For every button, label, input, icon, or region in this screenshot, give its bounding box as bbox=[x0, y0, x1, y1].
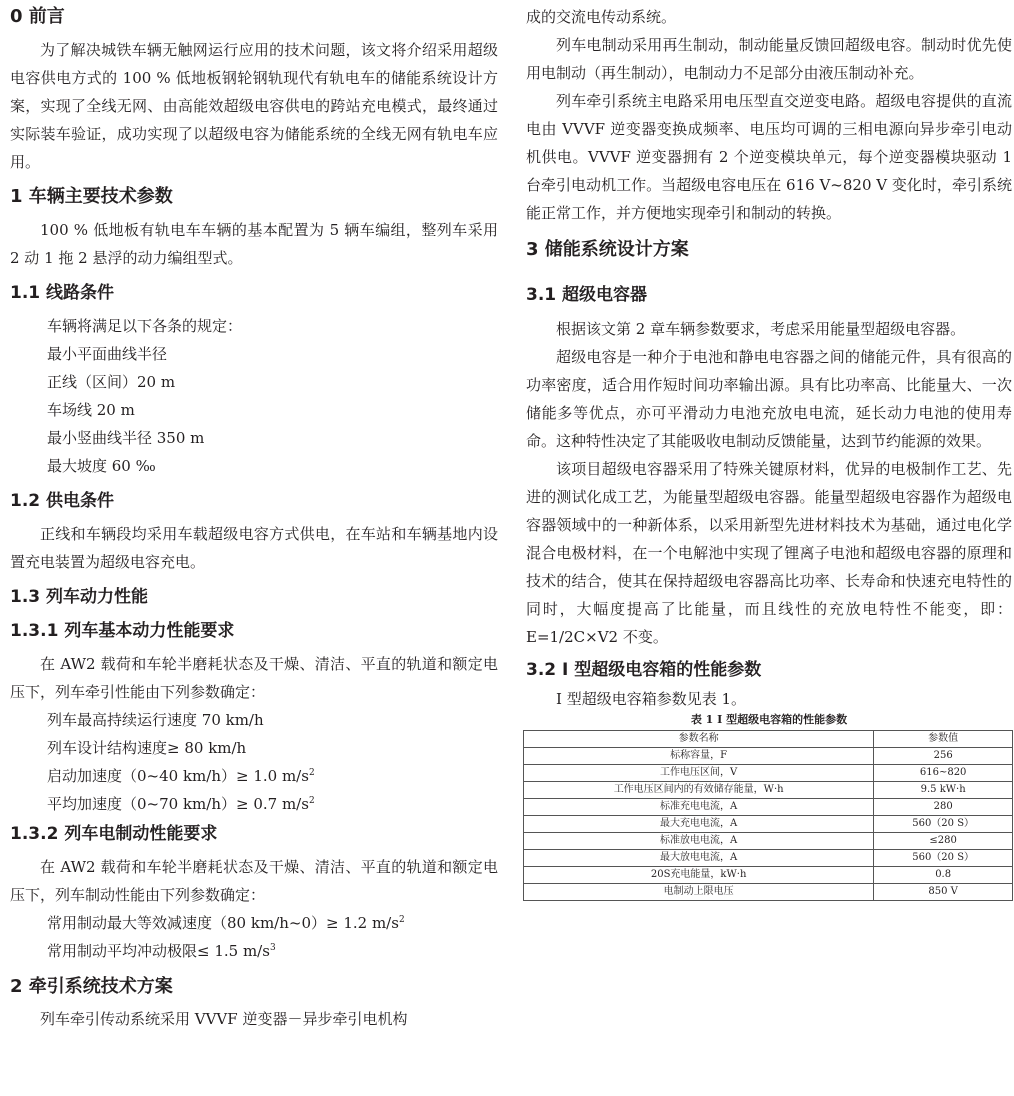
table-cell: 电制动上限电压 bbox=[524, 884, 874, 901]
section-3-2-paragraph: I 型超级电容箱参数见表 1。 bbox=[556, 690, 747, 708]
table-row bbox=[524, 816, 1013, 833]
table-cell: 560（20 S） bbox=[874, 816, 1013, 833]
section-1-heading: 1 车辆主要技术参数 bbox=[10, 186, 173, 207]
list-item: 车场线 20 m bbox=[47, 401, 135, 419]
table-cell: 工作电压区间内的有效储存能量，W·h bbox=[524, 782, 874, 799]
item-text: 平均加速度（0~70 km/h）≥ 0.7 m/s bbox=[47, 795, 309, 813]
table-cell: 最大充电电流，A bbox=[524, 816, 874, 833]
list-item bbox=[10, 762, 498, 790]
table-row bbox=[524, 782, 1013, 799]
table-row bbox=[524, 884, 1013, 901]
list-item: 正线（区间）20 m bbox=[47, 373, 176, 391]
section-3-1-heading: 3.1 超级电容器 bbox=[526, 285, 648, 305]
table-header-cell: 参数名称 bbox=[524, 731, 874, 748]
section-1-3-heading: 1.3 列车动力性能 bbox=[10, 587, 149, 607]
section-1-3-2-heading: 1.3.2 列车电制动性能要求 bbox=[10, 824, 218, 844]
section-3-1-paragraph-2: 超级电容是一种介于电池和静电电容器之间的储能元件，具有很高的功率密度，适合用作短时间功率输出源。具有比功率高、比能量大、一次储能多等优点，亦可平滑动力电池充放电电流，延长动力电池的使用寿命。这种特性决定了其能吸收电制动反馈能量，达到节约能源的效果。 bbox=[526, 348, 1012, 450]
table-header-row bbox=[524, 731, 1013, 748]
table-cell: ≤280 bbox=[874, 833, 1013, 850]
list-item: 最小竖曲线半径 350 m bbox=[47, 429, 205, 447]
superscript: 3 bbox=[269, 943, 276, 953]
section-1-3-1-paragraph: 在 AW2 载荷和车轮半磨耗状态及干燥、清洁、平直的轨道和额定电压下，列车牵引性能由下列参数确定： bbox=[10, 655, 498, 701]
table-header-cell: 参数值 bbox=[874, 731, 1013, 748]
line-conditions-list bbox=[10, 312, 498, 480]
section-1-3-1-heading: 1.3.1 列车基本动力性能要求 bbox=[10, 621, 235, 641]
table-cell: 工作电压区间，V bbox=[524, 765, 874, 782]
section-3-1-paragraph-1: 根据该文第 2 章车辆参数要求，考虑采用能量型超级电容器。 bbox=[556, 320, 966, 338]
table-cell: 最大放电电流，A bbox=[524, 850, 874, 867]
section-0-heading: 0 前言 bbox=[10, 6, 65, 27]
section-0-paragraph: 为了解决城铁车辆无触网运行应用的技术问题，该文将介绍采用超级电容供电方式的 100 % 低地板钢轮钢轨现代有轨电车的储能系统设计方案，实现了全线无网、由高能效超级电容供电的跨站充电模式，最终通过实际装车验证，成功实现了以超级电容为储能系统的全线无网有轨电车应用。 bbox=[10, 41, 498, 171]
table-row bbox=[524, 799, 1013, 816]
section-1-2-heading: 1.2 供电条件 bbox=[10, 491, 115, 511]
table-row bbox=[524, 867, 1013, 884]
section-2-heading: 2 牵引系统技术方案 bbox=[10, 976, 173, 997]
table-cell: 850 V bbox=[874, 884, 1013, 901]
section-1-3-2-paragraph: 在 AW2 载荷和车轮半磨耗状态及干燥、清洁、平直的轨道和额定电压下，列车制动性能由下列参数确定： bbox=[10, 858, 498, 904]
section-2-paragraph-3: 列车牵引系统主电路采用电压型直交逆变电路。超级电容提供的直流电由 VVVF 逆变器变换成频率、电压均可调的三相电源向异步牵引电动机供电。VVVF 逆变器拥有 2 个逆变模块单元，每个逆变器模块驱动 1 台牵引电动机工作。当超级电容电压在 616 V~820 V 变化时，牵引系统能正常工作，并方便地实现牵引和制动的转换。 bbox=[526, 92, 1012, 222]
list-item bbox=[10, 790, 498, 818]
section-3-2-heading: 3.2 I 型超级电容箱的性能参数 bbox=[526, 660, 762, 680]
table-cell: 616~820 bbox=[874, 765, 1013, 782]
item-text: 启动加速度（0~40 km/h）≥ 1.0 m/s bbox=[47, 767, 309, 785]
table-cell: 280 bbox=[874, 799, 1013, 816]
section-2-paragraph-end: 成的交流电传动系统。 bbox=[526, 8, 677, 26]
table-row bbox=[524, 765, 1013, 782]
table-row bbox=[524, 850, 1013, 867]
section-1-2-paragraph: 正线和车辆段均采用车载超级电容方式供电，在车站和车辆基地内设置充电装置为超级电容充电。 bbox=[10, 525, 498, 571]
list-item: 车辆将满足以下各条的规定： bbox=[47, 317, 243, 335]
table-cell: 标准充电电流，A bbox=[524, 799, 874, 816]
table-cell: 标准放电电流，A bbox=[524, 833, 874, 850]
section-3-1-paragraph-3: 该项目超级电容器采用了特殊关键原材料，优异的电极制作工艺、先进的测试化成工艺，为能量型超级电容器。能量型超级电容器作为超级电容器领域中的一种新体系，以采用新型先进材料技术为基础，通过电化学混合电极材料，在一个电解池中实现了锂离子电池和超级电容器的原理和技术的结合，使其在保持超级电容器高比功率、长寿命和快速充电特性的同时，大幅度提高了比能量，而且线性的充放电特性不能变，即：E=1/2C×V2 不变。 bbox=[526, 460, 1012, 646]
section-1-1-heading: 1.1 线路条件 bbox=[10, 283, 115, 303]
list-item bbox=[10, 909, 498, 937]
table-caption: 表 1 I 型超级电容箱的性能参数 bbox=[690, 713, 848, 726]
capacitor-params-table bbox=[523, 730, 1013, 901]
table-cell: 标称容量，F bbox=[524, 748, 874, 765]
table-cell: 256 bbox=[874, 748, 1013, 765]
table-row bbox=[524, 833, 1013, 850]
table-cell: 20S充电能量，kW·h bbox=[524, 867, 874, 884]
superscript: 2 bbox=[308, 796, 315, 806]
table-cell: 560（20 S） bbox=[874, 850, 1013, 867]
list-item: 最大坡度 60 ‰ bbox=[47, 457, 156, 475]
table-cell: 9.5 kW·h bbox=[874, 782, 1013, 799]
right-column bbox=[526, 0, 1012, 901]
list-item: 列车最高持续运行速度 70 km/h bbox=[47, 711, 264, 729]
list-item: 列车设计结构速度≥ 80 km/h bbox=[47, 739, 247, 757]
table-row bbox=[524, 748, 1013, 765]
section-1-paragraph: 100 % 低地板有轨电车车辆的基本配置为 5 辆车编组，整列车采用 2 动 1 拖 2 悬浮的动力编组型式。 bbox=[10, 221, 498, 267]
table-cell: 0.8 bbox=[874, 867, 1013, 884]
section-2-paragraph-start: 列车牵引传动系统采用 VVVF 逆变器－异步牵引电机构 bbox=[40, 1010, 408, 1028]
item-text: 常用制动最大等效减速度（80 km/h~0）≥ 1.2 m/s bbox=[47, 914, 399, 932]
superscript: 2 bbox=[308, 768, 315, 778]
list-item bbox=[10, 937, 498, 965]
superscript: 2 bbox=[398, 915, 405, 925]
section-3-heading: 3 储能系统设计方案 bbox=[526, 239, 689, 260]
left-column bbox=[10, 0, 498, 1033]
list-item: 最小平面曲线半径 bbox=[47, 345, 168, 363]
item-text: 常用制动平均冲动极限≤ 1.5 m/s bbox=[47, 942, 270, 960]
section-2-paragraph-2: 列车电制动采用再生制动，制动能量反馈回超级电容。制动时优先使用电制动（再生制动），电制动力不足部分由液压制动补充。 bbox=[526, 36, 1012, 82]
